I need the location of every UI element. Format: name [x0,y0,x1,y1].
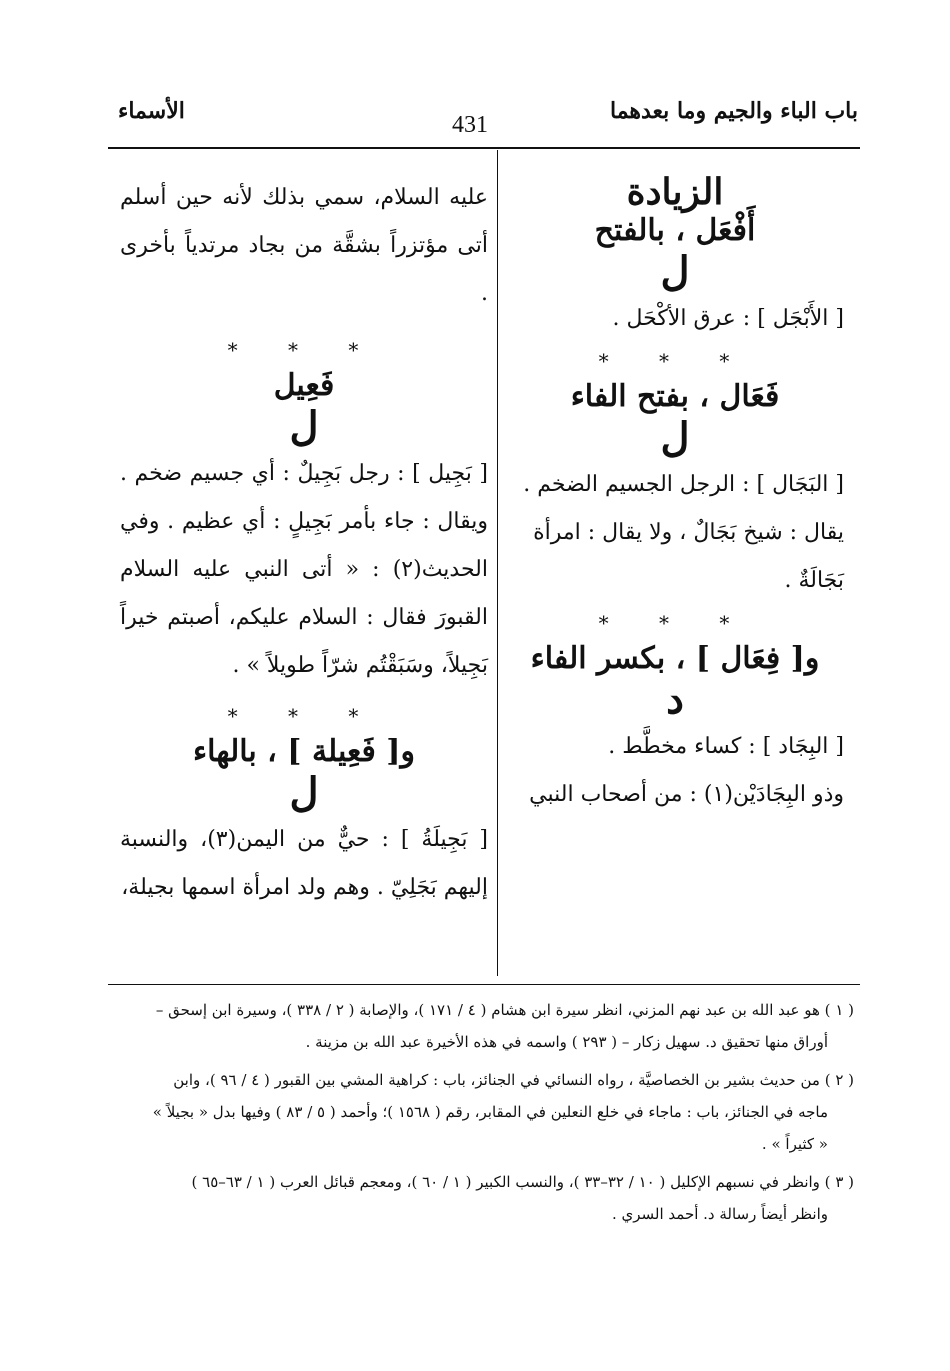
pattern-heading-afal: أَفْعَل ، بالفتح [594,213,756,249]
entry-bijad: [ البِجَاد ] : كساء مخطَّط . [608,734,844,760]
pattern-heading-fiaal: و[ فِعَال ] ، بكسر الفاء [530,641,820,677]
footnote-3 [112,1166,854,1230]
footnote-2-line-3: « كثيراً » . [761,1135,828,1153]
root-letter-lam: ل [660,248,690,296]
entry-bajjal-usage: يقال : شيخ بَجَالٌ ، ولا يقال : امرأة بَجَالَةٌ . [533,520,844,594]
footnote-1 [112,994,854,1058]
column-divider [497,150,498,976]
footnote-1-line-2: أوراق منها تحقيق د. سهيل زكار – ( ٢٩٣ ) واسمه في هذه الأخيرة عبد الله بن مزينة . [305,1033,828,1051]
pattern-heading-fail: فَعِيل [273,368,335,403]
footnote-1-line-1: ( ١ ) هو عبد الله بن عبد نهم المزني، انظر سيرة ابن هشام ( ٤ / ١٧١ )، والإصابة ( ٢ / ٣٣٨ )، وسيرة ابن إسحق – [155,1001,854,1019]
section-title: الزيادة [626,171,724,213]
separator-stars: * * * [227,704,381,728]
running-head-chapter: باب الباء والجيم وما بعدهما [609,98,858,124]
pattern-heading-faal: فَعَال ، بفتح الفاء [570,379,780,415]
footnote-3-line-2: وانظر أيضاً رسالة د. أحمد السري . [611,1205,828,1223]
running-head-section: الأسماء [118,98,185,124]
separator-stars: * * * [227,338,381,362]
right-column [506,150,844,819]
root-letter-lam: ل [289,403,319,450]
entry-bajjal-definition: [ البَجَال ] : الرجل الجسيم الضخم . [523,472,844,498]
footnote-2-line-2: ماجه في الجنائز، باب : ماجاء في خلع النعلين في المقابر، رقم ( ١٥٦٨ )؛ وأحمد ( ٥ / ٨٣ ) وفيها بدل « بجيلاً » [152,1103,828,1121]
footnote-2 [112,1064,854,1160]
header-rule [108,147,860,149]
separator-stars: * * * [598,349,752,374]
footnotes [112,994,854,1236]
pattern-heading-faila: و[ فَعِيلة ] ، بالهاء [193,734,415,769]
entry-abjal: [ الأَبْجَل ] : عرق الأكْحَل . [612,306,844,332]
separator-stars: * * * [598,611,752,636]
footnote-2-line-1: ( ٢ ) من حديث بشير بن الخصاصيَّة ، رواه النسائي في الجنائز، باب : كراهية المشي بين القبور ( ٤ / ٩٦ )، وابن [173,1071,854,1089]
root-letter-dal: د [666,676,684,724]
footnote-3-line-1: ( ٣ ) وانظر في نسبهم الإكليل ( ١٠ / ٣٢–٣٣ )، والنسب الكبير ( ١ / ٦٠ )، ومعجم قبائل العرب ( ١ / ٦٣–٦٥ ) [191,1173,854,1191]
entry-bijadayn-continuation: عليه السلام، سمي بذلك لأنه حين أسلم أتى مؤتزراً بشقَّة من بجاد مرتدياً بأخرى . [120,185,488,306]
footnote-rule [108,984,860,985]
entry-bijadayn: وذو البِجَادَيْن(١) : من أصحاب النبي [529,782,844,808]
page-number: 431 [452,112,488,138]
entry-bajila: [ بَجِيلَةُ ] : حيٌّ من اليمن(٣)، والنسبة إليهم بَجَلِيّ . وهم ولد امرأة اسمها بجيلة، [120,827,488,900]
entry-bajil: [ بَجِيل ] : رجل بَجِيلٌ : أي جسيم ضخم . ويقال : جاء بأمر بَجِيلٍ : أي عظيم . وفي الحديث(٢) : « أتى النبي عليه السلام القبورَ فقال : السلام عليكم، أصبتم خيراً بَجِيلاً، وسَبَقْتُم شرّاً طويلاً » . [120,461,488,678]
root-letter-lam: ل [660,414,690,462]
root-letter-lam: ل [289,769,319,816]
left-column [120,150,488,912]
